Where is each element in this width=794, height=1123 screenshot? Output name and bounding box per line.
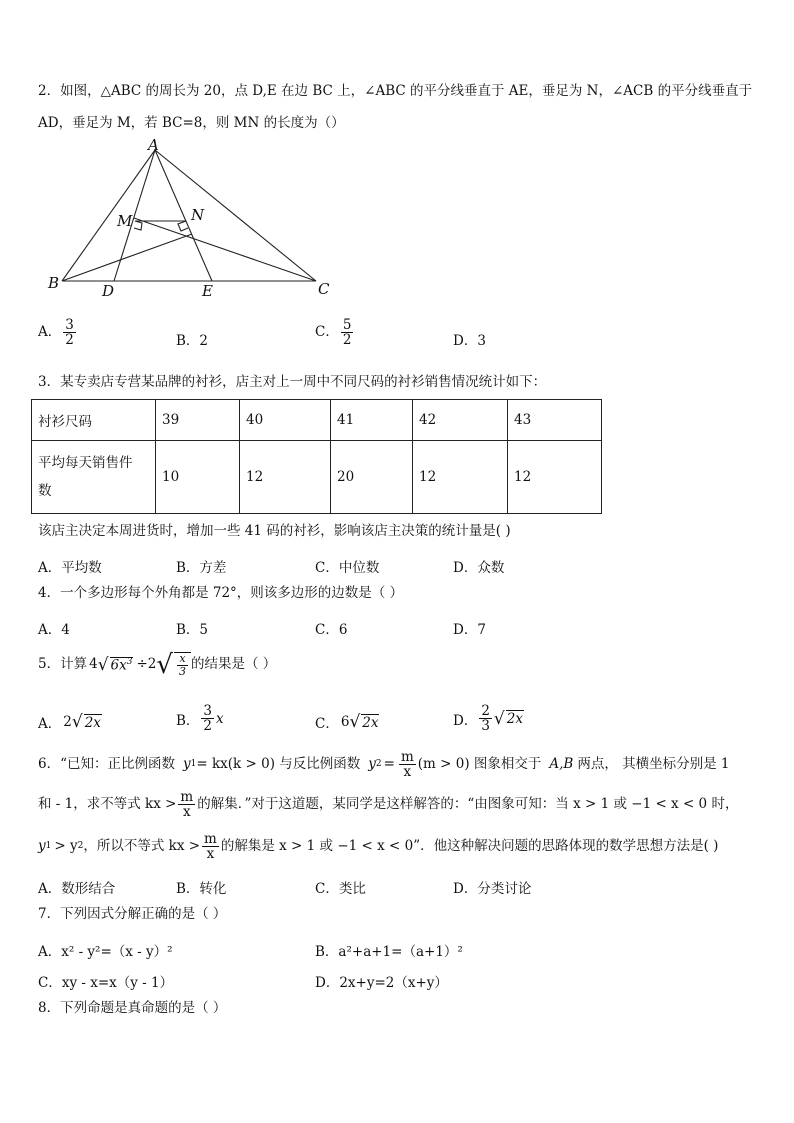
q6-option-a[interactable]: A．数形结合 — [38, 881, 116, 897]
q8-stem: 8．下列命题是真命题的是（ ） — [38, 1000, 227, 1016]
q7-option-d[interactable]: D．2x+y=2（x+y） — [315, 975, 448, 991]
q2-stem-line1: 2．如图，△ABC 的周长为 20，点 D,E 在边 BC 上，∠ABC 的平分线垂直于 AE，垂足为 N，∠ACB 的平分线垂直于 — [38, 83, 753, 99]
q2-option-b[interactable]: B．2 — [176, 333, 209, 349]
q3-option-b[interactable]: B．方差 — [176, 560, 227, 576]
table-cell: 10 — [156, 441, 240, 514]
q3-question: 该店主决定本周进货时，增加一些 41 码的衬衫，影响该店主决策的统计量是( ) — [38, 523, 511, 539]
q3-option-c[interactable]: C．中位数 — [315, 560, 380, 576]
q4-stem: 4．一个多边形每个外角都是 72°，则该多边形的边数是（ ） — [38, 585, 404, 601]
q4-option-c[interactable]: C．6 — [315, 622, 348, 638]
label-m: M — [117, 212, 133, 230]
table-cell: 12 — [240, 441, 331, 514]
q7-option-c[interactable]: C．xy - x=x（y - 1） — [38, 975, 174, 991]
table-cell: 39 — [156, 400, 240, 441]
label-a: A — [148, 138, 159, 154]
q2-option-c[interactable] — [315, 318, 355, 347]
option-a-label: A． — [38, 324, 62, 341]
q5-option-a[interactable]: A． 2 √ 2x — [38, 712, 101, 732]
q6-option-b[interactable]: B．转化 — [176, 881, 227, 897]
q7-option-b[interactable]: B．a²+a+1=（a+1）² — [315, 944, 463, 960]
label-c: C — [318, 280, 330, 298]
q3-stem: 3．某专卖店专营某品牌的衬衫，店主对上一周中不同尺码的衬衫销售情况统计如下： — [38, 374, 547, 390]
table-cell: 43 — [508, 400, 602, 441]
table-cell: 40 — [240, 400, 331, 441]
table-cell: 衬衫尺码 — [32, 400, 156, 441]
table-cell: 12 — [508, 441, 602, 514]
q2-option-d[interactable]: D．3 — [453, 333, 486, 349]
label-b: B — [48, 274, 60, 292]
q4-option-d[interactable]: D．7 — [453, 622, 486, 638]
q5-option-d[interactable]: D． $\frac{2}{3}$ √ 2x — [453, 703, 523, 735]
q3-option-a[interactable]: A．平均数 — [38, 560, 102, 576]
table-cell: 20 — [331, 441, 413, 514]
table-row — [32, 400, 602, 441]
q4-option-a[interactable]: A．4 — [38, 622, 70, 638]
q6-line1: 6．“已知：正比例函数 y 1 = kx(k > 0) 与反比例函数 y 2 = $\frac{m}{x}$ (m > 0) 图象相交于 A,B 两点， 其横坐标分别是 1 — [38, 749, 730, 781]
q2-option-a[interactable] — [38, 318, 78, 347]
q6-option-c[interactable]: C．类比 — [315, 881, 366, 897]
bisector-c — [134, 218, 316, 281]
label-d: D — [102, 282, 115, 300]
q2-stem-line2: AD，垂足为 M，若 BC=8，则 MN 的长度为（） — [38, 115, 345, 131]
q5-stem: 5．计算 4 √ $6x^3$ ÷2 √ $\frac{x}{3}$ 的结果是（ ） — [38, 650, 277, 680]
table-row — [32, 441, 602, 514]
q7-stem: 7．下列因式分解正确的是（ ） — [38, 906, 227, 922]
table-cell: 平均每天销售件 数 — [32, 441, 156, 514]
q4-option-b[interactable]: B．5 — [176, 622, 209, 638]
q5-option-c[interactable]: C． 6 √ 2x — [315, 712, 379, 732]
triangle-figure — [44, 138, 344, 300]
option-c-label: C． — [315, 324, 339, 341]
right-angle-mark-m — [134, 221, 142, 230]
label-n: N — [191, 206, 205, 224]
q3-option-d[interactable]: D．众数 — [453, 560, 505, 576]
fraction: $\frac{3}{2}$ — [65, 317, 74, 349]
table-cell: 12 — [413, 441, 508, 514]
side-ac — [155, 150, 316, 281]
q6-line3: y 1 > y 2 ，所以不等式 kx > $\frac{m}{x}$ 的解集是 x > 1 或 −1 < x < 0”．他这种解决问题的思路体现的数学思想方法是( ) — [38, 831, 719, 863]
table-cell: 42 — [413, 400, 508, 441]
fraction: $\frac{5}{2}$ — [342, 317, 352, 349]
table-cell: 41 — [331, 400, 413, 441]
q6-option-d[interactable]: D．分类讨论 — [453, 881, 532, 897]
side-ab — [62, 150, 155, 281]
q6-line2: 和 - 1，求不等式 kx > $\frac{m}{x}$ 的解集．”对于这道题，某同学是这样解答的：“由图象可知：当 x > 1 或 −1 < x < 0 时， — [38, 789, 739, 821]
label-e: E — [202, 282, 213, 300]
q5-option-b[interactable]: B． $\frac{3}{2}$ x — [176, 703, 224, 735]
shirt-sales-table — [31, 399, 602, 514]
q7-option-a[interactable]: A．x² - y²=（x - y）² — [38, 944, 173, 960]
